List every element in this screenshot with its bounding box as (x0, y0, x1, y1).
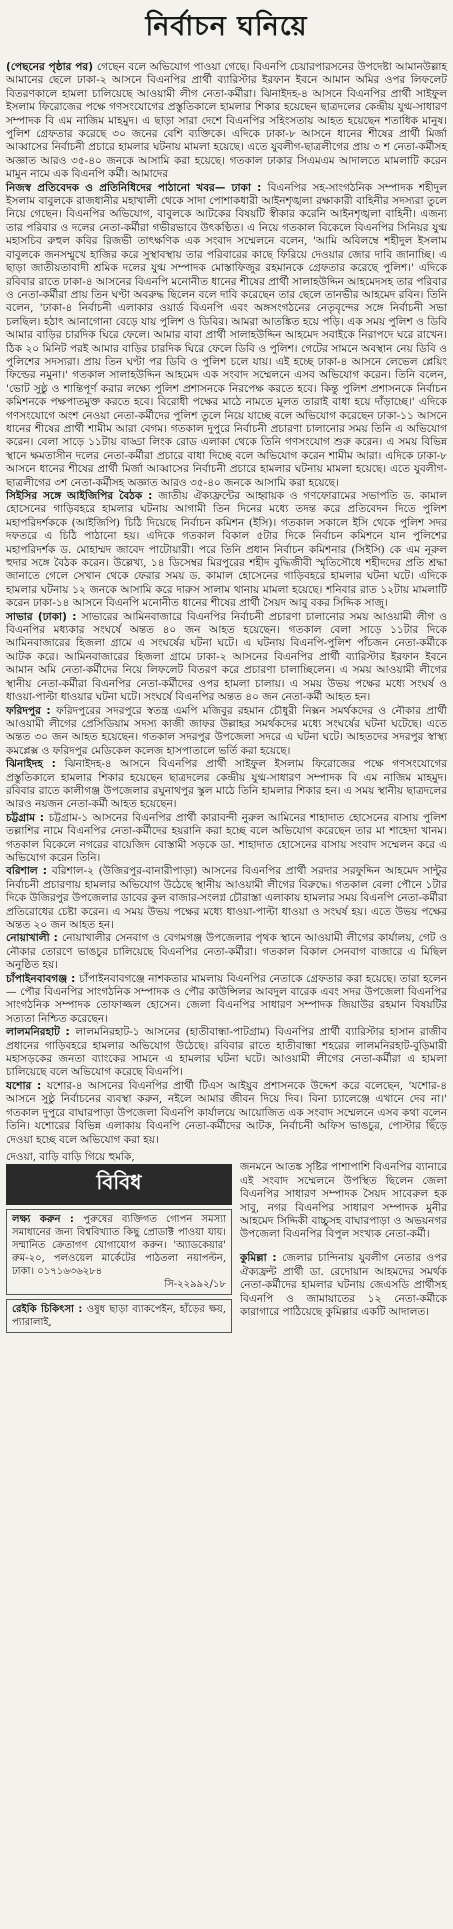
paragraph-text: জাতীয় ঐক্যফ্রন্টের আহ্বায়ক ও গণফোরামের সভাপতি ড. কামাল হোসেনের গাড়িবহরে হামলার ঘটনায় আগামী তিন দিনের মধ্যে তদন্ত করে প্রতিবেদন দিতে পুলিশ মহাপরিদর্শককে (আইজিপি) চিঠি দিয়েছে নির্বাচন কমিশন (ইসি)। গতকাল সকালে ইসি থেকে পুলিশ সদর দফতরে এ চিঠি পাঠানো হয়। এদিকে গতকাল বিকাল ৫টার দিকে নির্বাচন কমিশনে যান পুলিশের মহাপরিদর্শক ড. মোহাম্মদ জাবেদ পাটোয়ারী। পরে তিনি প্রধান নির্বাচন কমিশনার (সিইসি) কে এম নূরুল হুদার সঙ্গে বৈঠক করেন। উল্লেখ্য, ১৪ ডিসেম্বর মিরপুরের শহীদ বুদ্ধিজীবী স্মৃতিসৌধে শহীদদের প্রতি শ্রদ্ধা জানাতে গেলে সেখান থেকে ফেরার সময় ড. কামাল হোসেনের গাড়িবহরে হামলার ঘটনা ঘটে। এদিকে হামলার ঘটনায় ১২ জনকে আসামি করে দারুস সালাম থানায় মামলা হয়েছে। শনিবার রাত ১২টায় মামলাটি করেন ঢাকা-১৪ আসনে বিএনপি মনোনীত ধানের শীষের প্রার্থী সৈয়দ আবু বকর সিদ্দিক সাজু। (6, 490, 447, 610)
paragraph-text: বরিশাল-২ (উজিরপুর-বানারীপাড়া) আসনের বিএনপির প্রার্থী সরদার সরফুদ্দিন আহমেদ সান্টুর নির্বাচনী প্রচারণায় হামলার অভিযোগ উঠেছে স্থানীয় আওয়ামী লীগের বিরুদ্ধে। গতকাল বেলা পৌনে ১টার দিকে উজিরপুর উপজেলার ডাবের কুল বাজার-সংলগ্ন চৌরাস্তা এলাকায় হামলার সময় বিএনপি নেতা-কর্মীরা প্রতিরোধের চেষ্টা করেন। এ সময় উভয় পক্ষের মধ্যে ধাওয়া-পাল্টা ধাওয়া ও সংঘর্ষ হয়। এতে উভয় পক্ষের অন্তত ২০ জন আহত হন। (6, 865, 447, 931)
main-paragraph (6, 973, 447, 1027)
main-paragraph (6, 865, 447, 932)
paragraph-text: ফরিদপুরের সদরপুরে স্বতন্ত্র এমপি মজিবুর রহমান চৌধুরী নিক্সন সমর্থকদের ও নৌকার প্রার্থী আওয়ামী লীগের প্রেসিডিয়াম সদস্য কাজী জাফর উল্লাহর সমর্থকদের মধ্যে সংঘর্ষের ঘটনা ঘটেছে। এতে অন্তত ৩০ জন আহত হয়েছেন। গতকাল সদরপুর উপজেলা সদরে এ ঘটনা ঘটে। আহতদের সদরপুর স্বাস্থ্য কমপ্লেক্স ও ফরিদপুর মেডিকেল কলেজ হাসপাতালে ভর্তি করা হয়েছে। (6, 704, 447, 757)
dateline: কুমিল্লা : (240, 1252, 283, 1265)
ad-heading: রেইকি চিকিৎসা : (12, 1304, 87, 1316)
main-paragraph (6, 490, 447, 611)
main-paragraph (6, 758, 447, 812)
dateline: নোয়াখালী : (6, 932, 62, 945)
right-column (232, 1151, 447, 1333)
paragraph-text: সাভারের আমিনবাজারে বিএনপির নির্বাচনী প্রচারণা চালানোর সময় আওয়ামী লীগ ও বিএনপির মধ্যকার সংঘর্ষে অন্তত ৪০ জন আহত হয়েছেন। গতকাল বেলা সাড়ে ১১টার দিকে আমিনবাজারের হিজলা গ্রামে এ সংঘর্ষের ঘটনা ঘটে। এ ঘটনায় বিএনপি-পুলিশ পাঁচজন নেতা-কর্মীকে আটক করে। আমিনবাজারের হিজলা গ্রামে ঢাকা-২ আসনের বিএনপির প্রার্থী ব্যারিস্টার ইরফান ইবনে আমান অমি নেতা-কর্মীদের নিয়ে লিফলেট বিতরণ করে প্রচারণা চালাচ্ছিলেন। এ সময় আওয়ামী লীগের স্থানীয় নেতা-কর্মীরা বিএনপির নেতা-কর্মীদের ওপর হামলা চালায়। এ সময় উভয় পক্ষের মধ্যে সংঘর্ষ ও ধাওয়া-পাল্টা ধাওয়ার ঘটনা ঘটে। সংঘর্ষে বিএনপির অন্তত ৪০ জন নেতা-কর্মী আহত হন। (6, 610, 447, 704)
right-paragraph (240, 1161, 447, 1241)
dateline: চট্টগ্রাম : (6, 811, 49, 824)
paragraph-text: চাঁপাইনবাবগঞ্জে নাশকতার মামলায় বিএনপির নেতাকে গ্রেফতার করা হয়েছে। তারা হলেন— পৌর বিএনপির সাংগঠনিক সম্পাদক ও পৌর কাউন্সিলর আবদুল বারেক এবং সদর উপজেলা বিএনপির সাংগঠনিক সম্পাদক তোফাজ্জল হোসেন। জেলা বিএনপির সাধারণ সম্পাদক জিয়াউর রহমান বিষয়টির সত্যতা নিশ্চিত করেছেন। (6, 972, 447, 1025)
main-paragraph (6, 1026, 447, 1080)
paragraph-text: গেছেন বলে অভিযোগ পাওয়া গেছে। বিএনপি চেয়ারপারসনের উপদেষ্টা আমানউল্লাহ আমানের ছেলে ঢাকা-২ আসনে বিএনপির প্রার্থী ব্যারিস্টার ইরফান ইবনে আমান অমির ওপর লিফলেট বিতরণকালে হামলা চালিয়েছে আওয়ামী লীগ নেতা-কর্মীরা। ঝিনাইদহ-৪ আসনে বিএনপির প্রার্থী সাইফুল ইসলাম ফিরোজের পক্ষে গণসংযোগের প্রস্তুতিকালে হামলার শিকার হয়েছেন ছাত্রদলের কেন্দ্রীয় যুগ্ম-সাধারণ সম্পাদক বি এম নাজিম মাহমুদ। এ ছাড়া সারা দেশে বিএনপির সহিংসতায় আহত হয়েছেন শতাধিক মানুষ। পুলিশ গ্রেফতার করেছে ৩০ জনের বেশি ব্যক্তিকে। এদিকে ঢাকা-৮ আসনে ধানের শীষের প্রার্থী মির্জা আব্বাসের নির্বাচনী প্রচারে হামলার ঘটনায় মামলা হয়েছে। এতে যুবলীগ-ছাত্রলীগের প্রায় ৩ শ নেতা-কর্মীসহ অজ্ঞাত আরও ৩৫-৪০ জনকে আসামি করা হয়েছে। গতকাল ঢাকার সিএমএম আদালতে মামলাটি করেন মামুন নামে এক বিএনপি কর্মী। আমাদের (6, 61, 447, 181)
dateline: লালমনিরহাট : (6, 1026, 76, 1039)
article-body (6, 61, 447, 1147)
bibidh-header: বিবিধ (6, 1164, 232, 1205)
paragraph-text: ঝিনাইদহ-৪ আসনে বিএনপির প্রার্থী সাইফুল ইসলাম ফিরোজের পক্ষে গণসংযোগের প্রস্তুতিকালে হামলার শিকার হয়েছেন ছাত্রদলের কেন্দ্রীয় যুগ্ম-সাধারণ সম্পাদক বি এম নাজিম মাহমুদ। রবিবার রাতে কালীগঞ্জ উপজেলার রঘুনাথপুর স্কুল মাঠে তিনি হামলার শিকার হন। এ সময় স্থানীয় ছাত্রদলের আরও নয়জন নেতা-কর্মী আহত হয়েছেন। (6, 758, 447, 811)
paragraph-text: নোয়াখালীর সেনবাগ ও বেগমগঞ্জ উপজেলার পৃথক স্থানে আওয়ামী লীগের কার্যালয়, গেট ও নৌকার তোরণে ভাঙচুর চালিয়েছে বিএনপির নেতা-কর্মীরা। গতকাল বিকাল সেনবাগ বাজারে এ মিছিল অনুষ্ঠিত হয়। (6, 932, 447, 972)
main-paragraph (6, 705, 447, 759)
ad-heading: লক্ষ্য করুন : (12, 1214, 84, 1226)
main-paragraph (6, 932, 447, 972)
left-tail (6, 1151, 232, 1164)
main-paragraph (6, 61, 447, 182)
dateline: ফরিদপুর : (6, 704, 57, 717)
left-tail-text: দেওয়া, বাড়ি বাড়ি গিয়ে হুমকি, (6, 1150, 135, 1163)
ad-text: পুরুষের ব্যক্তিগত গোপন সমস্যা সমাধানের জন্য বিশ্ববিখ্যাত কিছু প্রোডাক্ট পাওয়া যায়। সম্মানিত ক্রেতাগণ যোগাযোগ করুন। 'অ্যাডকেয়ার' রুম-২০, পলওয়েল মার্কেটের পাঠতলা নয়াপল্টন, ঢাকা। ০১৭১৬৩৬২৮৪ (12, 1214, 226, 1278)
paragraph-text: জনমনে আতঙ্ক সৃষ্টির পাশাপাশি বিএনপির ব্যানারে এই সংবাদ সম্মেলনে উপস্থিত ছিলেন জেলা বিএনপির সাধারণ সম্পাদক সৈয়দ সাবেরুল হক সাবু, নগর বিএনপির সাধারণ সম্পাদক মুনীর আহমেদ সিদ্দিকী বাচ্চুসহ বাঘারপাড়া ও অভয়নগর উপজেলা বিএনপির বিপুল সংখ্যক নেতা-কর্মী। (240, 1161, 447, 1241)
dateline: সাভার (ঢাকা) : (6, 610, 82, 623)
main-paragraph (6, 1080, 447, 1147)
continued-from-label: (পেছনের পৃষ্ঠার পর) (6, 61, 97, 73)
dateline: ঝিনাইদহ : (6, 758, 65, 771)
dateline: সিইসির সঙ্গে আইজিপির বৈঠক : (6, 490, 159, 502)
dateline: বরিশাল : (6, 865, 52, 878)
paragraph-text: যশোর-৪ আসনের বিএনপির প্রার্থী টিএস আইয়ুব প্রশাসনকে উদ্দেশ করে বলেছেন, 'যশোর-৪ আসনে সুষ্ঠু নির্বাচনের ব্যবস্থা করুন, নইলে আমার জীবন দিয়ে দিব। বিনা চ্যালেঞ্জে এখানে দেব না।' গতকাল দুপুরে বাঘারপাড়া উপজেলা বিএনপি কার্যালয়ে আয়োজিত এক সংবাদ সম্মেলনে এসব কথা বলেন তিনি। যশোরের বিভিন্ন এলাকায় বিএনপি নেতা-কর্মীদের আটক, নির্বাচনী অফিস ভাঙচুর, পোস্টার ছিঁড়ে দেওয়া হচ্ছে বলে অভিযোগ করা হয়। (6, 1079, 448, 1146)
classified-ads (6, 1209, 232, 1333)
ad-text: ওষুধ ছাড়া ব্যাকপেইন, হাঁড়ের ক্ষয়, প্যারালাই, (12, 1304, 226, 1329)
main-paragraph (6, 182, 447, 490)
paragraph-text: চট্টগ্রাম-১ আসনের বিএনপির প্রার্থী কারাবন্দী নুরুল আমিনের শাহাদাত হোসেনের বাসায় পুলিশ তল্লাশির নামে বিএনপির নেতা-কর্মীদের হয়রানি করা হচ্ছে বলে অভিযোগ করেছেন তার মা শাহেদা খানম। গতকাল বিকেলে নগরের বায়েজিদ বোস্তামী সড়কে ডা. শাহাদাত হোসেনের বাসায় সংবাদ সম্মেলন করে এ অভিযোগ করেন তিনি। (6, 811, 447, 864)
classified-ad (6, 1209, 232, 1295)
paragraph-text: লালমনিরহাট-১ আসনের (হাতীবান্ধা-পাটগ্রাম) বিএনপির প্রার্থী ব্যারিস্টার হাসান রাজীব প্রধানের গাড়িবহরে হামলার অভিযোগ উঠেছে। রবিবার রাতে হাতীবান্ধা শহরের লালমনিরহাট-বুড়িমারী মহাসড়কের জনতা ব্যাংকের সামনে এ হামলার ঘটনা ঘটে। আওয়ামী লীগের নেতা-কর্মীরা এ হামলা চালিয়েছে বলে অভিযোগ করেছে বিএনপি। (6, 1026, 447, 1079)
main-paragraph (6, 611, 447, 705)
dateline: চাঁপাইনবাবগঞ্জ : (6, 972, 80, 985)
paragraph-text: জেলার চান্দিনায় যুবলীগ নেতার ওপর ঐক্যফ্রন্ট প্রার্থী ডা. রেদোয়ান আহমদের সমর্থক নেতা-কর্মীদের হামলার ঘটনায় জেএসডি প্রার্থীসহ বিএনপি ও জামায়াতের ১২ নেতা-কর্মীকে কারাগারে পাঠিয়েছে কুমিল্লার একটি আদালত। (240, 1252, 447, 1318)
paragraph-text: বিএনপির সহ-সাংগঠনিক সম্পাদক শহীদুল ইসলাম বাবুলকে রাজধানীর মহাখালী থেকে সাদা পোশাকধারী আইনশৃঙ্খলা রক্ষাকারী বাহিনীর সদস্যরা তুলে নিয়ে গেছেন। বিএনপির অভিযোগ, বাবুলকে আটকের বিষয়টি স্বীকার করেনি আইনশৃঙ্খলা বাহিনী। এজন্য তার পরিবার ও দলের নেতা-কর্মীরা গভীরভাবে উৎকণ্ঠিত। এ নিয়ে গতকাল বিকেলে বিএনপির সিনিয়র যুগ্ম মহাসচিব রুহুল কবির রিজভী তাৎক্ষণিক এক সংবাদ সম্মেলনে বলেন, 'আমি অবিলম্বে শহীদুল ইসলাম বাবুলকে জনসম্মুখে হাজির করে সুস্থাবস্থায় তার পরিবারের কাছে ফিরিয়ে দেওয়ার জোর দাবি জানাচ্ছি। এ ছাড়া জাতীয়তাবাদী শ্রমিক দলের যুগ্ম সম্পাদক মোস্তাফিজুর রহমানকে গ্রেফতার করেছে পুলিশ।' এদিকে রবিবার রাতে ঢাকা-৪ আসনের বিএনপি মনোনীত ধানের শীষের প্রার্থী সালাহউদ্দিন আহমেদসহ তার পরিবার ও নেতা-কর্মীরা প্রায় তিন ঘণ্টা অবরুদ্ধ ছিলেন বলে দাবি করেছেন তার ছেলে তানভীর আহমেদ রবিন। তিনি বলেন, 'ঢাকা-৪ নির্বাচনী এলাকার ওয়ার্ড বিএনপি এবং অঙ্গসংগঠনের নেতৃবৃন্দের সঙ্গে নির্বাচনী সভা চলছিল। হঠাৎ আনাগোনা বেড়ে যায় পুলিশ ও ডিবির। আমরা আতঙ্কিত হয়ে পড়ি। এক সময় পুলিশ ও ডিবি আমার বাড়ির চারদিক ঘিরে ফেলে। আমার বাবা প্রার্থী সালাহউদ্দিন আহমেদ সবাইকে নিরাপদে ঘরে রাখেন। ঠিক ২০ মিনিট পরই আমার বাড়ির চারদিক ঘিরে ফেলে ডিবি ও পুলিশ। গেটের সামনে অবস্থান নেয় ডিবি ও পুলিশের সদস্যরা। প্রায় তিন ঘণ্টা পর ডিবি ও পুলিশ চলে যায়। এই হচ্ছে ঢাকা-৪ আসনে লেভেল প্লেয়িং ফিল্ডের নমুনা।' গতকাল সালাহউদ্দিন আহমেদ এক সংবাদ সম্মেলনে এসব অভিযোগ করেন। তিনি বলেন, 'ভোট সুষ্ঠু ও শান্তিপূর্ণ করার লক্ষ্যে পুলিশ প্রশাসনকে নিরপেক্ষ করতে হবে। কিন্তু পুলিশ প্রশাসনকে নির্বাচন কমিশনকে পক্ষপাতমুক্ত করতে হবে। বিরোধী পক্ষের মাঠে নামতে মূলত তারাই বাধা হয়ে দাঁড়াচ্ছে।' এদিকে গণসংযোগে অংশ নেওয়া নেতা-কর্মীদের পুলিশ তুলে নিয়ে যাচ্ছে বলে অভিযোগ করেছেন ঢাকা-১১ আসনে ধানের শীষের প্রার্থী শামীম আরা বেগম। গতকাল দুপুরে নির্বাচনী প্রচারণা চালানোর সময় তিনি এ অভিযোগ করেন। বেলা সাড়ে ১১টায় বাড্ডা লিংক রোড এলাকা থেকে তিনি গণসংযোগ শুরু করেন। এ সময় বিভিন্ন স্থানে ক্ষমতাসীন দলের নেতা-কর্মীরা প্রচারে বাধা দিচ্ছে বলে অভিযোগ করেন শামীম আরা। এদিকে ঢাকা-৮ আসনে ধানের শীষের প্রার্থী মির্জা আব্বাসের নির্বাচনী প্রচারে হামলার ঘটনায় মামলা হয়েছে। এতে যুবলীগ-ছাত্রলীগের ৩শ নেতা-কর্মীসহ অজ্ঞাত আরও ৩৫-৪০ জনকে আসামি করা হয়েছে। (6, 181, 448, 489)
dateline: যশোর : (6, 1079, 47, 1092)
newspaper-page (0, 6, 453, 1929)
article-title: নির্বাচন ঘনিয়ে (145, 11, 308, 42)
main-paragraph (6, 812, 447, 866)
dateline: নিজস্ব প্রতিবেদক ও প্রতিনিধিদের পাঠানো খবর— ঢাকা : (6, 181, 268, 194)
classified-ad (6, 1299, 232, 1333)
ad-code: সি-২২৯৯২/১৮ (164, 1279, 226, 1291)
left-column (6, 1151, 232, 1333)
lower-split (6, 1151, 447, 1333)
right-paragraph (240, 1252, 447, 1319)
